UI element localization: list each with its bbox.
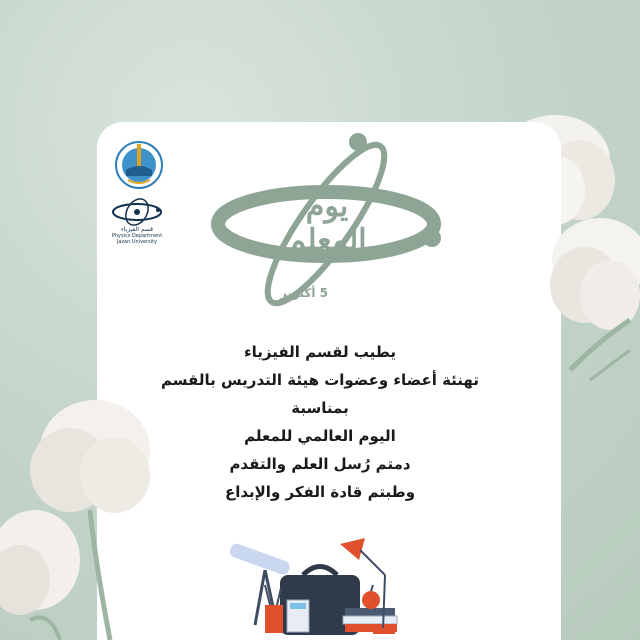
university-name: Jazan University <box>116 239 158 245</box>
message-line-5: دمتم رُسل العلم والتقدم <box>229 455 411 473</box>
desk-illustration <box>225 530 425 640</box>
apple-icon <box>362 585 380 609</box>
message-line-6: وطبتم قادة الفكر والإبداع <box>224 483 416 501</box>
department-name-english <box>100 233 174 245</box>
emblem-title-line2: المعلم <box>287 223 367 258</box>
message-line-2: تهنئة أعضاء وعضوات هيئة التدريس بالقسم <box>161 371 479 389</box>
flower-right <box>540 200 640 400</box>
message-line-1: يطيب لقسم الفيزياء <box>243 343 397 361</box>
message-line-3: بمناسبة <box>291 399 349 417</box>
department-name-arabic: قسم الفيزياء <box>120 226 154 233</box>
pencil-cup-icon <box>265 585 283 633</box>
department-name-line1: Physics Department <box>111 233 163 239</box>
message-line-4: اليوم العالمي للمعلم <box>244 427 396 445</box>
emblem-date: 5 أكتوبر <box>280 286 329 300</box>
university-logo <box>114 140 164 190</box>
emblem-title-line1: يوم <box>305 189 349 224</box>
emblem-title <box>262 190 392 258</box>
calculator-icon <box>287 600 309 632</box>
greeting-message <box>120 338 520 506</box>
